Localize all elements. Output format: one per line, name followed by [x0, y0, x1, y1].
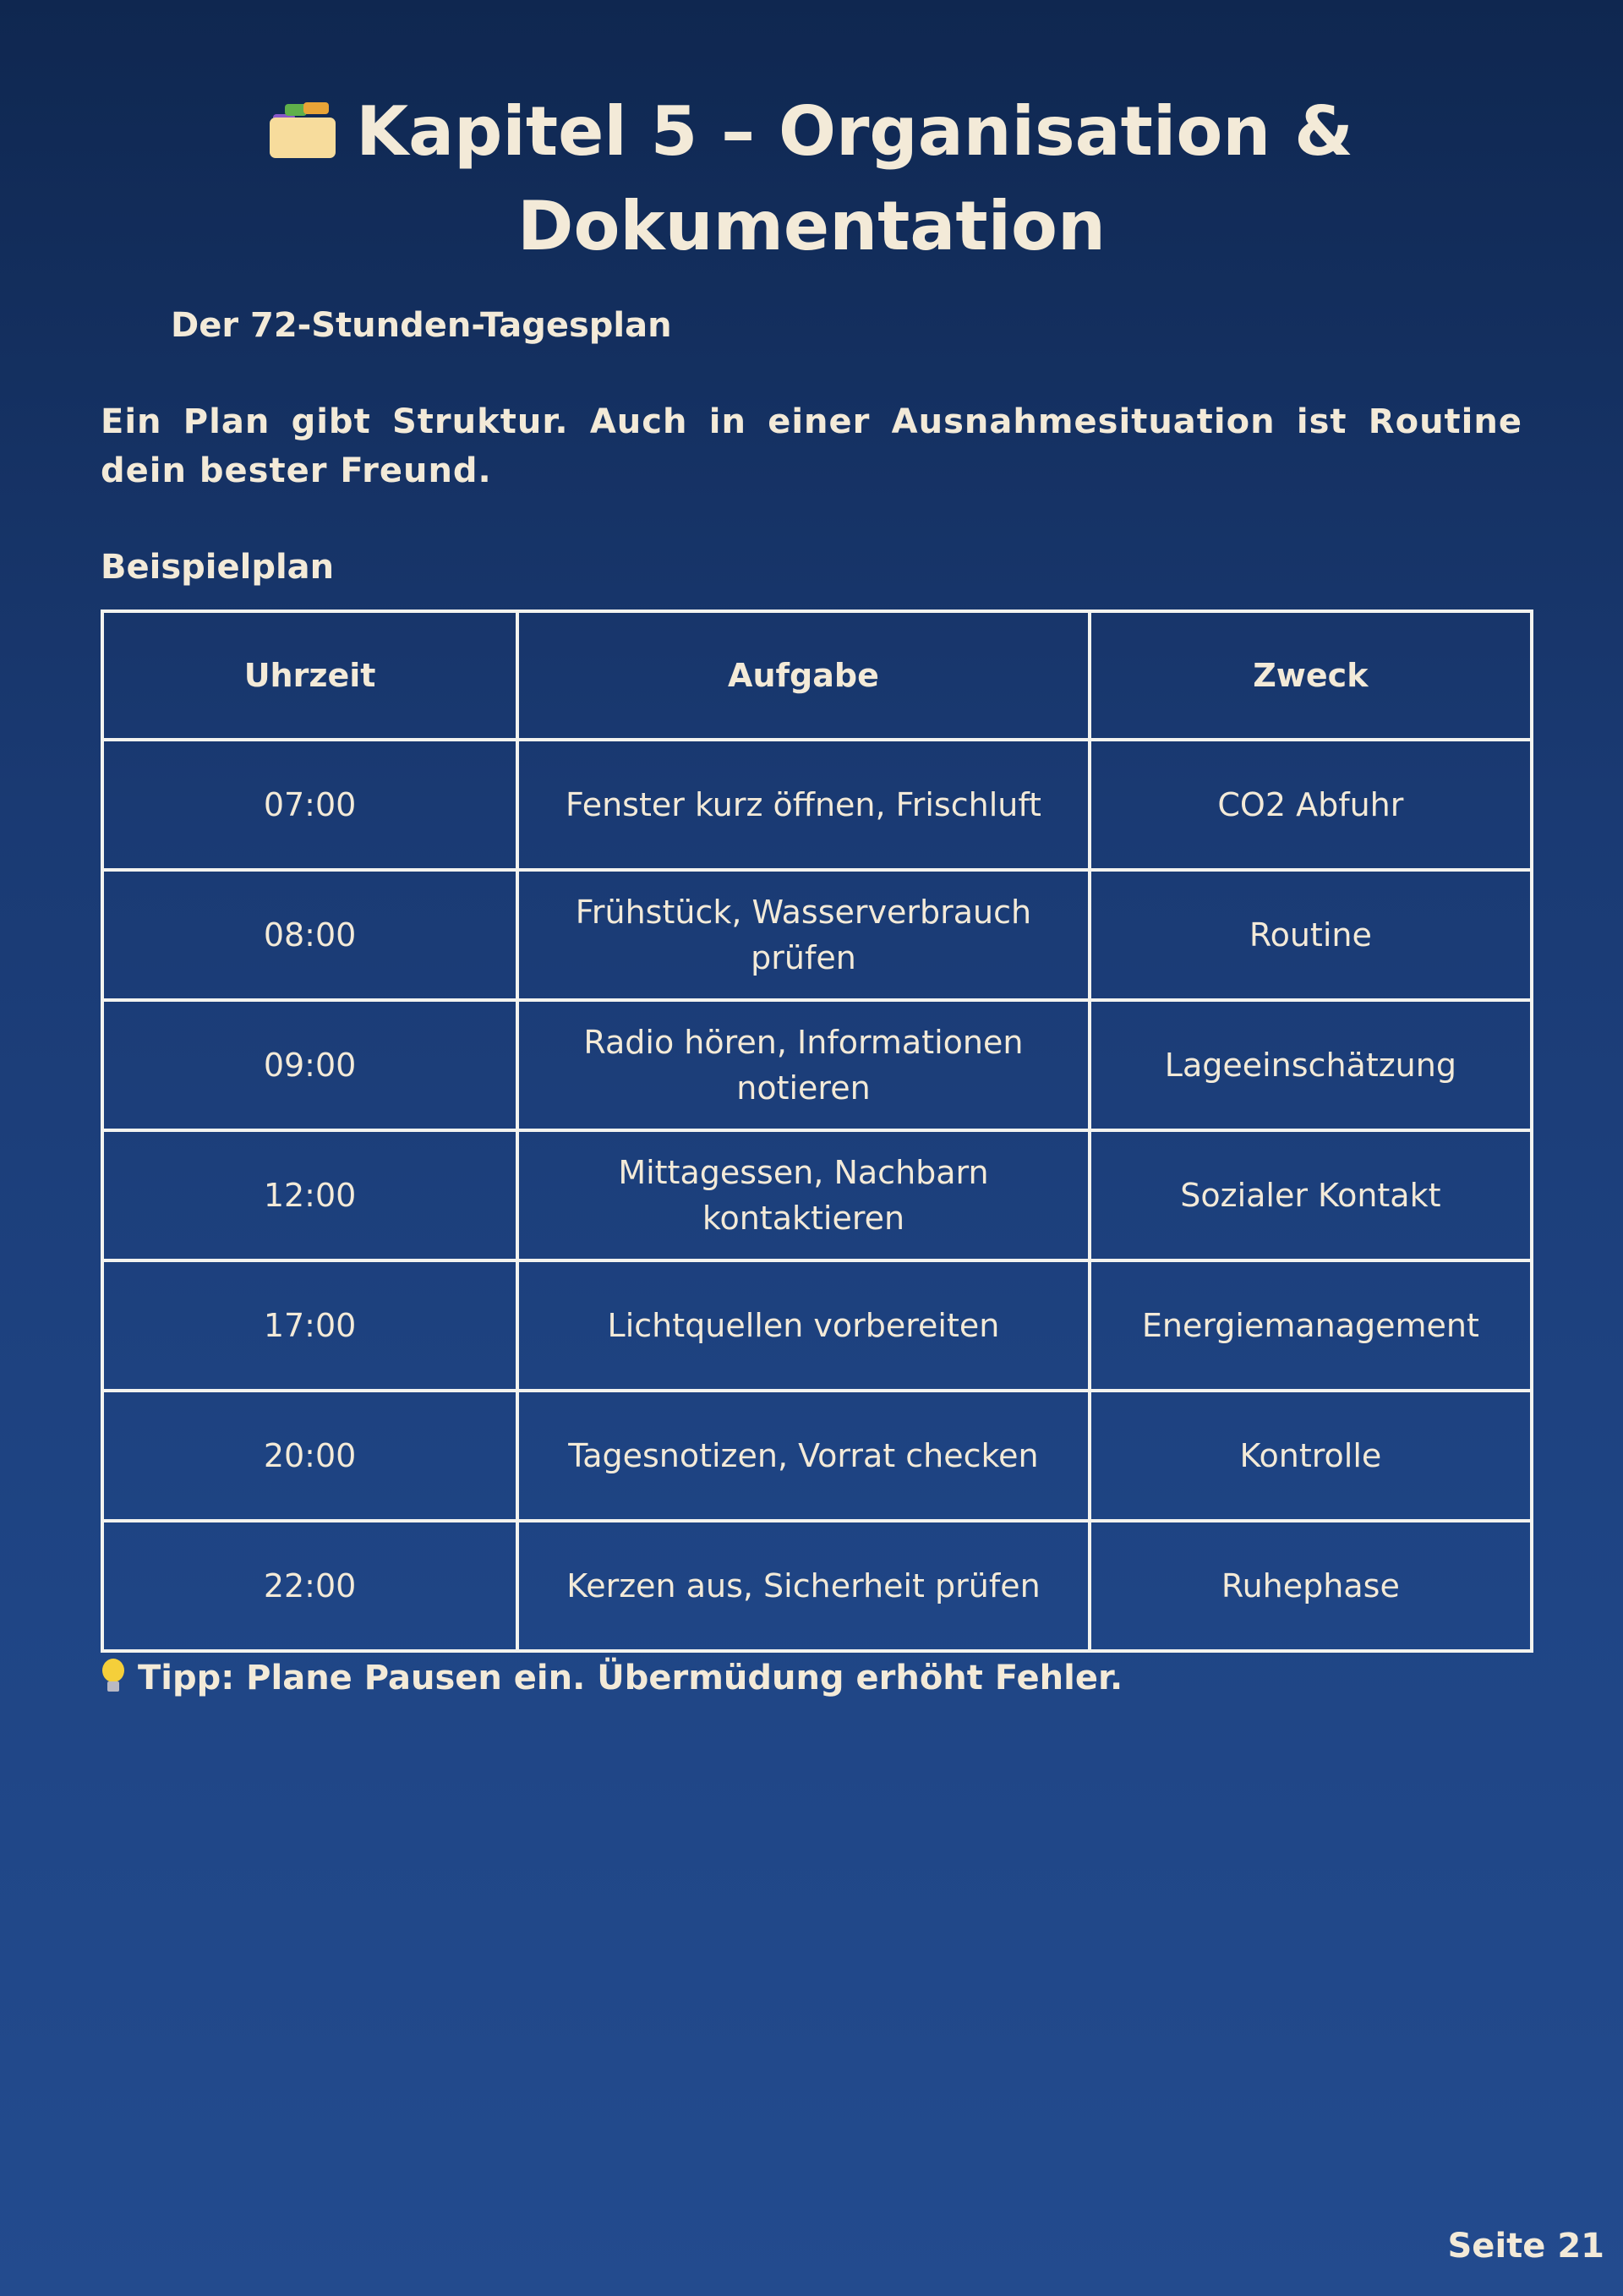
time-cell: 07:00 [102, 740, 517, 870]
table-row [102, 1391, 1532, 1521]
task-cell: Radio hören, Informationen notieren [517, 1000, 1090, 1130]
header-aufgabe: Aufgabe [517, 611, 1090, 740]
tip-text: Tipp: Plane Pausen ein. Übermüdung erhöht Fehler. [138, 1659, 1123, 1697]
time-cell: 17:00 [102, 1260, 517, 1391]
purpose-cell: Ruhephase [1090, 1521, 1532, 1651]
task-cell: Mittagessen, Nachbarn kontaktieren [517, 1130, 1090, 1260]
time-cell: 12:00 [102, 1130, 517, 1260]
purpose-cell: Sozialer Kontakt [1090, 1130, 1532, 1260]
time-cell: 22:00 [102, 1521, 517, 1651]
tip-line [101, 1659, 1123, 1697]
page-title-text: Kapitel 5 – Organisation & Dokumentation [356, 92, 1353, 265]
task-cell: Frühstück, Wasserverbrauch prüfen [517, 870, 1090, 1000]
time-cell: 20:00 [102, 1391, 517, 1521]
header-uhrzeit: Uhrzeit [102, 611, 517, 740]
purpose-cell: Routine [1090, 870, 1532, 1000]
time-cell: 09:00 [102, 1000, 517, 1130]
task-cell: Lichtquellen vorbereiten [517, 1260, 1090, 1391]
table-row [102, 1260, 1532, 1391]
header-zweck: Zweck [1090, 611, 1532, 740]
task-cell: Tagesnotizen, Vorrat checken [517, 1391, 1090, 1521]
time-cell: 08:00 [102, 870, 517, 1000]
purpose-cell: Energiemanagement [1090, 1260, 1532, 1391]
intro-paragraph: Ein Plan gibt Struktur. Auch in einer Ausnahmesituation ist Routine dein bester Freund. [101, 402, 1522, 490]
table-row [102, 870, 1532, 1000]
table-row [102, 1130, 1532, 1260]
light-bulb-icon [101, 1659, 126, 1694]
table-caption: Beispielplan [101, 548, 335, 587]
section-heading: Der 72-Stunden-Tagesplan [171, 306, 672, 345]
purpose-cell: Kontrolle [1090, 1391, 1532, 1521]
page-number: Seite 21 [1447, 2227, 1604, 2266]
purpose-cell: CO2 Abfuhr [1090, 740, 1532, 870]
table-row [102, 1000, 1532, 1130]
purpose-cell: Lageeinschätzung [1090, 1000, 1532, 1130]
schedule-table [101, 610, 1533, 1653]
table-row [102, 740, 1532, 870]
table-row [102, 1521, 1532, 1651]
task-cell: Fenster kurz öffnen, Frischluft [517, 740, 1090, 870]
task-cell: Kerzen aus, Sicherheit prüfen [517, 1521, 1090, 1651]
table-header-row [102, 611, 1532, 740]
page-title [152, 85, 1471, 274]
card-index-dividers-icon [270, 102, 336, 158]
